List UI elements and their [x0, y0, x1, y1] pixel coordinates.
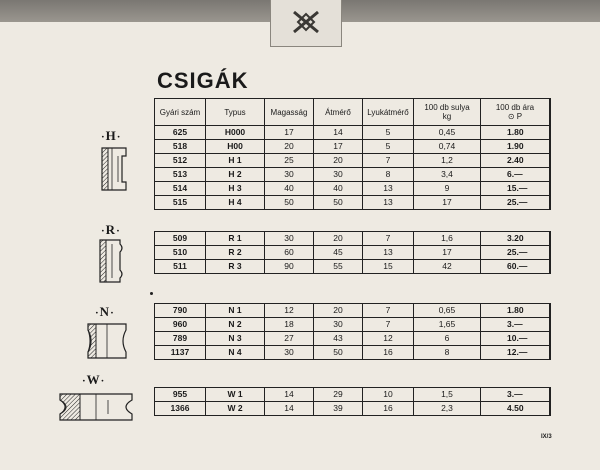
- table-cell: R 3: [206, 260, 265, 274]
- table-cell: 10: [363, 388, 414, 402]
- table-row: [155, 182, 551, 196]
- table-cell: 39: [314, 402, 363, 416]
- table-row: [155, 126, 551, 140]
- table-row: [155, 168, 551, 182]
- table-cell: N 4: [206, 346, 265, 360]
- table-cell: 12: [265, 304, 314, 318]
- table-row: [155, 346, 551, 360]
- table-cell: 20: [314, 154, 363, 168]
- table-cell: 3.—: [481, 388, 551, 402]
- table-cell: 45: [314, 246, 363, 260]
- table-cell: H000: [206, 126, 265, 140]
- table-cell: H 2: [206, 168, 265, 182]
- table-row: [155, 232, 551, 246]
- table-cell: 2,3: [414, 402, 481, 416]
- table-cell: 30: [265, 168, 314, 182]
- table-cell: 0,74: [414, 140, 481, 154]
- table-h: [154, 98, 551, 210]
- table-cell: 1137: [155, 346, 206, 360]
- table-r: [154, 231, 551, 274]
- table-cell: H00: [206, 140, 265, 154]
- profile-h-drawing: [96, 146, 132, 192]
- table-row: [155, 260, 551, 274]
- table-cell: W 2: [206, 402, 265, 416]
- col-header-atmero: Átmérő: [314, 99, 363, 126]
- table-cell: 1,6: [414, 232, 481, 246]
- table-cell: 0,65: [414, 304, 481, 318]
- table-cell: 25.—: [481, 196, 551, 210]
- profile-r-drawing: [92, 238, 128, 284]
- table-cell: 5: [363, 126, 414, 140]
- table-cell: 13: [363, 246, 414, 260]
- table-cell: 43: [314, 332, 363, 346]
- table-cell: 625: [155, 126, 206, 140]
- table-cell: 20: [314, 304, 363, 318]
- table-cell: 40: [314, 182, 363, 196]
- profile-n-drawing: [84, 322, 130, 360]
- table-cell: 15: [363, 260, 414, 274]
- table-cell: 518: [155, 140, 206, 154]
- table-cell: 17: [265, 126, 314, 140]
- table-cell: 512: [155, 154, 206, 168]
- profile-w-drawing: [58, 390, 134, 424]
- table-w: [154, 387, 551, 416]
- table-cell: 42: [414, 260, 481, 274]
- table-cell: 1.80: [481, 126, 551, 140]
- table-cell: 3.20: [481, 232, 551, 246]
- table-cell: R 1: [206, 232, 265, 246]
- col-header-gyari-szam: Gyári szám: [155, 99, 206, 126]
- table-cell: 55: [314, 260, 363, 274]
- table-cell: 7: [363, 318, 414, 332]
- table-cell: 4.50: [481, 402, 551, 416]
- table-cell: H 3: [206, 182, 265, 196]
- table-cell: 960: [155, 318, 206, 332]
- table-row: [155, 402, 551, 416]
- table-cell: W 1: [206, 388, 265, 402]
- section-letter-n: ·N·: [95, 304, 115, 319]
- table-cell: 1,2: [414, 154, 481, 168]
- table-cell: 955: [155, 388, 206, 402]
- table-cell: 14: [314, 126, 363, 140]
- table-cell: 7: [363, 304, 414, 318]
- table-cell: 1,5: [414, 388, 481, 402]
- table-cell: 12: [363, 332, 414, 346]
- table-cell: 514: [155, 182, 206, 196]
- table-cell: 16: [363, 346, 414, 360]
- table-cell: 511: [155, 260, 206, 274]
- table-row: [155, 304, 551, 318]
- table-cell: 1.80: [481, 304, 551, 318]
- table-cell: 8: [414, 346, 481, 360]
- table-cell: 789: [155, 332, 206, 346]
- table-row: [155, 246, 551, 260]
- table-cell: 30: [265, 232, 314, 246]
- col-header-typus: Typus: [206, 99, 265, 126]
- section-letter-h: ·H·: [101, 128, 122, 143]
- table-cell: 17: [414, 196, 481, 210]
- table-cell: 0,45: [414, 126, 481, 140]
- table-row: [155, 154, 551, 168]
- table-cell: 60.—: [481, 260, 551, 274]
- table-cell: 790: [155, 304, 206, 318]
- table-row: [155, 196, 551, 210]
- table-cell: 1,65: [414, 318, 481, 332]
- table-cell: 513: [155, 168, 206, 182]
- table-cell: 9: [414, 182, 481, 196]
- table-cell: 7: [363, 154, 414, 168]
- col-header-ara: 100 db ára ⊙ P: [481, 99, 551, 126]
- table-cell: 16: [363, 402, 414, 416]
- table-cell: 6.—: [481, 168, 551, 182]
- table-cell: N 1: [206, 304, 265, 318]
- page-code: IX/3: [541, 434, 552, 440]
- col-header-sulya: 100 db sulya kg: [414, 99, 481, 126]
- table-cell: 1366: [155, 402, 206, 416]
- table-cell: 20: [265, 140, 314, 154]
- table-cell: 27: [265, 332, 314, 346]
- table-cell: 25: [265, 154, 314, 168]
- table-cell: 40: [265, 182, 314, 196]
- table-cell: 29: [314, 388, 363, 402]
- table-cell: 2.40: [481, 154, 551, 168]
- table-cell: 15.—: [481, 182, 551, 196]
- col-header-magassag: Magasság: [265, 99, 314, 126]
- table-cell: 50: [265, 196, 314, 210]
- table-cell: 7: [363, 232, 414, 246]
- table-cell: 12.—: [481, 346, 551, 360]
- table-cell: 6: [414, 332, 481, 346]
- table-cell: R 2: [206, 246, 265, 260]
- table-cell: H 4: [206, 196, 265, 210]
- table-cell: 14: [265, 402, 314, 416]
- table-cell: 515: [155, 196, 206, 210]
- table-cell: 3,4: [414, 168, 481, 182]
- table-cell: 17: [414, 246, 481, 260]
- table-cell: 18: [265, 318, 314, 332]
- table-cell: 20: [314, 232, 363, 246]
- table-cell: 90: [265, 260, 314, 274]
- table-cell: 30: [314, 168, 363, 182]
- section-letter-r: ·R·: [101, 222, 121, 237]
- page-title: CSIGÁK: [157, 68, 249, 93]
- table-row: [155, 318, 551, 332]
- table-cell: 30: [265, 346, 314, 360]
- table-cell: 13: [363, 196, 414, 210]
- table-cell: 510: [155, 246, 206, 260]
- table-cell: 1.90: [481, 140, 551, 154]
- table-cell: 5: [363, 140, 414, 154]
- table-row: [155, 332, 551, 346]
- table-row: [155, 140, 551, 154]
- table-cell: N 3: [206, 332, 265, 346]
- table-cell: 60: [265, 246, 314, 260]
- table-cell: 8: [363, 168, 414, 182]
- table-cell: 13: [363, 182, 414, 196]
- table-cell: N 2: [206, 318, 265, 332]
- section-letter-w: ·W·: [82, 372, 106, 387]
- table-cell: 50: [314, 196, 363, 210]
- table-cell: H 1: [206, 154, 265, 168]
- table-n: [154, 303, 551, 360]
- table-cell: 30: [314, 318, 363, 332]
- table-cell: 17: [314, 140, 363, 154]
- table-cell: 10.—: [481, 332, 551, 346]
- table-cell: 509: [155, 232, 206, 246]
- publisher-logo: [270, 0, 342, 47]
- table-cell: 25.—: [481, 246, 551, 260]
- table-row: [155, 388, 551, 402]
- table-cell: 50: [314, 346, 363, 360]
- col-header-lyukatmero: Lyukátmérő: [363, 99, 414, 126]
- table-cell: 3.—: [481, 318, 551, 332]
- table-cell: 14: [265, 388, 314, 402]
- stray-dot: [150, 292, 153, 295]
- logo-icon: [290, 6, 322, 38]
